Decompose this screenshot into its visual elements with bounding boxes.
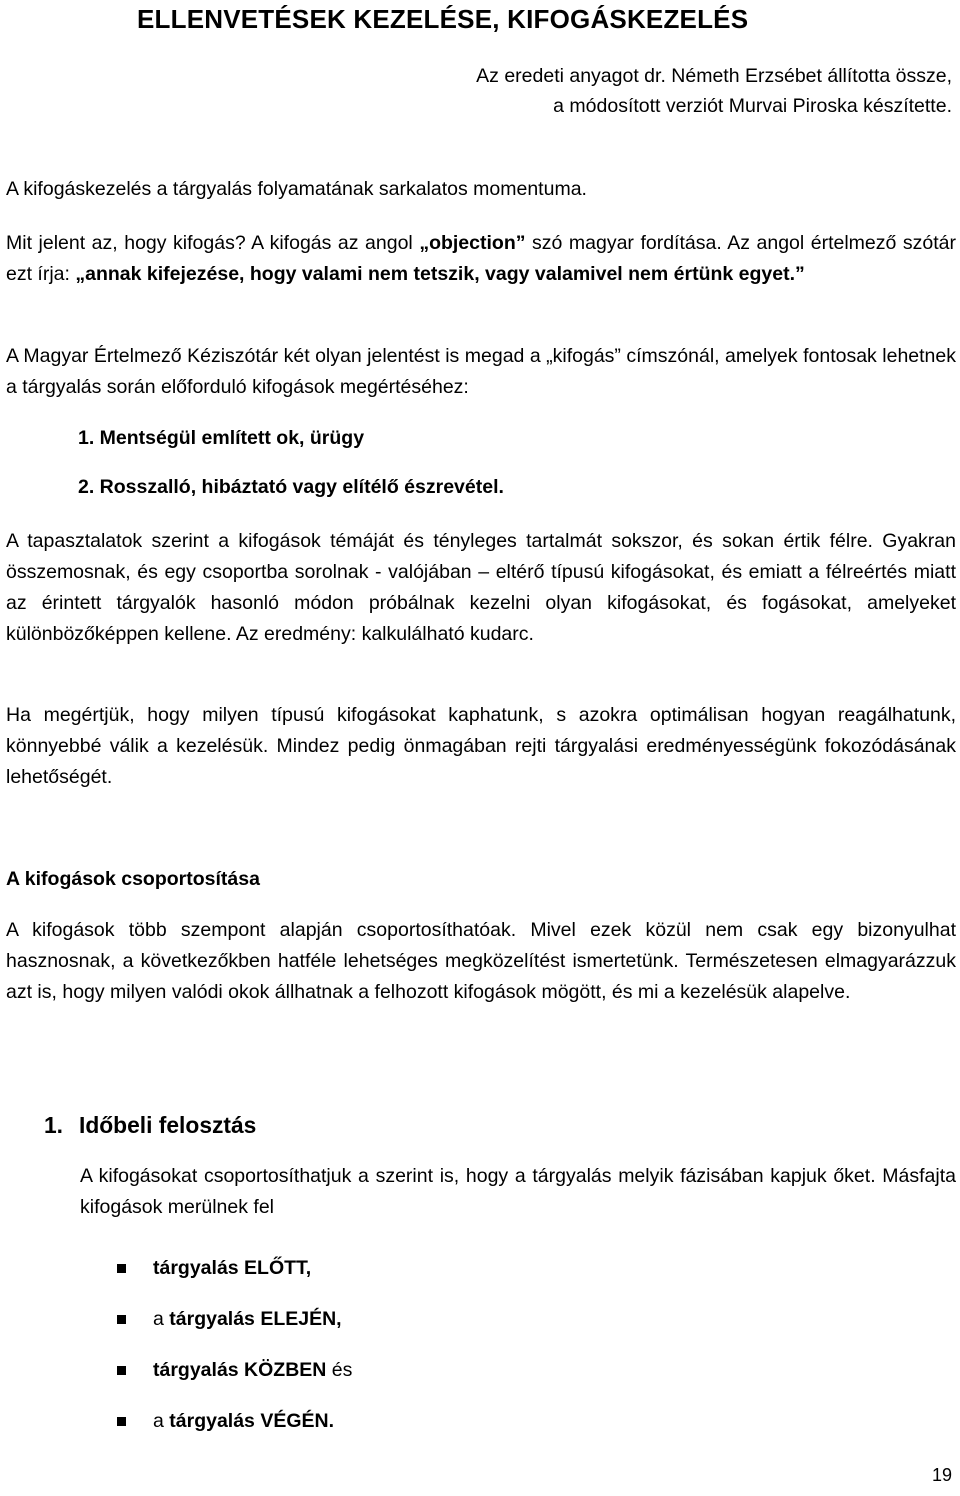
square-bullet-icon [117, 1315, 126, 1324]
attribution [476, 61, 952, 121]
meaning-item: 1. Mentségül említett ok, ürügy [78, 427, 365, 449]
meaning-item: 2. Rosszalló, hibáztató vagy elítélő észrevétel. [78, 476, 504, 498]
attribution-line: a módosított verziót Murvai Piroska készítette. [553, 95, 952, 117]
section-paragraph: A kifogások több szempont alapján csoportosíthatóak. Mivel ezek közül nem csak egy bizonyulhat hasznosnak, a következőkben hatféle lehetséges megközelítést ismertetünk. Természetesen elmagyarázzuk azt is, hogy milyen valódi okok állhatnak a felhozott kifogások mögött, és mi a kezelésük alapelve. [6, 919, 956, 1003]
attribution-line: Az eredeti anyagot dr. Németh Erzsébet állította össze, [476, 65, 952, 87]
square-bullet-icon [117, 1264, 126, 1273]
section-heading: A kifogások csoportosítása [6, 868, 260, 890]
phase-prefix: a [153, 1410, 170, 1432]
intro-paragraph: A kifogáskezelés a tárgyalás folyamatának sarkalatos momentuma. [6, 178, 587, 200]
square-bullet-icon [117, 1417, 126, 1426]
definition-text: szó magyar fordítása. Az angol értelmező szótár ezt írja: [6, 232, 957, 285]
definition-quote: „annak kifejezése, hogy valami nem tetszik, vagy valamivel nem értünk egyet.” [75, 263, 805, 285]
subsection-number: 1. [44, 1112, 64, 1138]
list-item [117, 1396, 352, 1447]
phase-list [117, 1243, 352, 1447]
list-item [117, 1294, 352, 1345]
list-item [117, 1345, 352, 1396]
phase-label: tárgyalás VÉGÉN. [169, 1410, 335, 1432]
phase-label: tárgyalás ELŐTT, [153, 1257, 312, 1279]
phase-suffix: és [326, 1359, 353, 1381]
phase-label: tárgyalás KÖZBEN [153, 1359, 327, 1381]
experience-paragraph: A tapasztalatok szerint a kifogások témáját és tényleges tartalmát sokszor, és sokan értik félre. Gyakran összemosnak, és egy csoportba sorolnak - valójában – eltérő típusú kifogásokat, és emiatt a félreértés miatt az érintett tárgyalók hasonló módon próbálnak kezelni olyan kifogásokat, és fogásokat, amelyeket különbözőképpen kellene. Az eredmény: kalkulálható kudarc. [6, 530, 956, 645]
phase-label: tárgyalás ELEJÉN, [169, 1308, 342, 1330]
list-item [117, 1243, 352, 1294]
subsection-paragraph: A kifogásokat csoportosíthatjuk a szerint is, hogy a tárgyalás melyik fázisában kapjuk őket. Másfajta kifogások merülnek fel [80, 1165, 956, 1218]
subsection-heading [44, 1110, 256, 1141]
square-bullet-icon [117, 1366, 126, 1375]
page-number: 19 [931, 1465, 952, 1485]
subsection-title: Időbeli felosztás [79, 1112, 257, 1138]
understanding-paragraph: Ha megértjük, hogy milyen típusú kifogásokat kaphatunk, s azokra optimálisan hogyan reagálhatunk, könnyebbé válik a kezelésük. Mindez pedig önmagában rejti tárgyalási eredményességünk fokozódásának lehetőségét. [6, 704, 956, 788]
definition-term: „objection” [419, 232, 526, 254]
dictionary-paragraph: A Magyar Értelmező Kéziszótár két olyan jelentést is megad a „kifogás” címszónál, amelyek fontosak lehetnek a tárgyalás során előforduló kifogások megértéséhez: [6, 345, 956, 398]
document-title: ELLENVETÉSEK KEZELÉSE, KIFOGÁSKEZELÉS [137, 4, 749, 34]
definition-text: Mit jelent az, hogy kifogás? A kifogás az angol [6, 232, 420, 254]
phase-prefix: a [153, 1308, 170, 1330]
definition-paragraph [6, 228, 956, 290]
